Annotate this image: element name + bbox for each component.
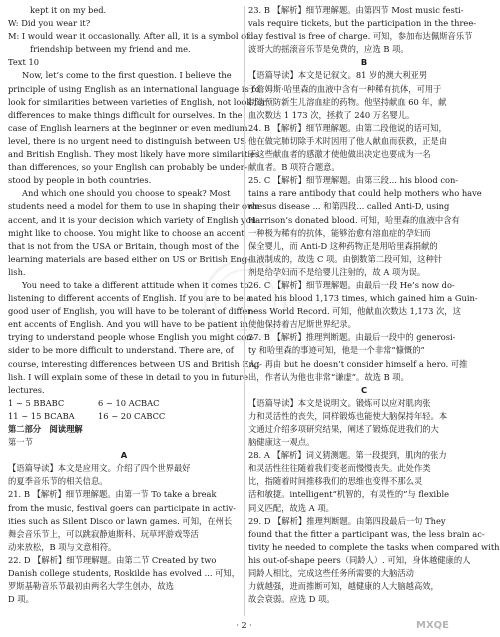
text-line: And which one should you choose to speak? Most [22,188,231,199]
text-line: ty 和哈里森的事迹可知，他是一个非常“慷慨的” [248,345,425,356]
text-line: 同义匹配，故选 A 项。 [248,502,334,513]
text-line: 子詹姆斯·哈里森的血液中含有一种稀有抗体，可用于 [248,83,442,94]
text-line: 23. B 【解析】细节理解题。由第四节 Most music festi- [248,5,464,15]
text-line: lish. I will explain some of these in detail to you in future [8,371,249,382]
text-line: students need a model for them to use in shaping their own [8,201,260,212]
text-line: 他在做完肺切除手术时因用了他人献血而获救，正是由 [248,135,448,146]
text-line: C [360,384,368,395]
text-line: found that the fitter a participant was, the less brain ac- [248,528,485,539]
text-line: vals require tickets, but the participation in the three- [248,18,477,29]
text-line: 动来放松，B 项与文意相符。 [8,541,117,552]
text-line: that is not from the USA or Britain, though most of the [8,240,240,251]
text-line: case of English learners at the beginner or even medium [8,122,248,133]
text-line: 活和敏捷。intelligent“机智的，有灵性的”与 flexible [248,489,450,500]
text-line: Now, let’s come to the first question. I believe the [22,70,232,81]
left-column [8,4,267,606]
text-line: 血液制成的，故选 C 项。由倒数第二段可知，这种针 [248,253,443,264]
text-line: 文通过介绍多项研究结果，阐述了锻炼促进我们的大 [248,424,439,434]
text-line: 使他保持着吉尼斯世界纪录。 [248,319,356,330]
answer-range-1-5: 1 ~ 5 BBABC [8,397,65,408]
text-line: course, interesting differences between US and British Eng- [8,358,262,369]
reading-section-a [8,423,240,606]
text-line: 第二部分 阅读理解 [8,424,83,434]
text-line: Harrison’s donated blood. 可知，哈里森的血液中含有 [248,214,460,225]
text-line: tains a rare antibody that could help mothers who have [248,188,482,199]
text-line: 29. D 【解析】推理判断题。由第四段最后一句 They [248,515,446,526]
text-line: ent accents of English. And you will have to be patient in [8,319,249,330]
text-line: 脑健康这一观点。 [248,437,315,448]
text-line: 27. B 【解析】推理判断题。由最后一段中的 generosi- [248,332,456,343]
text-line: his out-of-shape peers（同龄人）. 可知，身体越健康的人 [248,554,471,565]
text-line: 力就越强，进而推断可知，越健康的人大脑越高效， [248,581,439,592]
text-line: Danish college students, Roskilde has evolved ... 可知， [8,568,241,579]
text-line: 第一节 [8,437,33,448]
text-line: 和灵活性往往随着我们变老而慢慢丧失。此处作类 [248,463,431,474]
answer-range-11-15: 11 ~ 15 BCABA [8,410,75,421]
text-line: 出，作者认为他也非常“谦虚”。故选 B 项。 [248,371,409,382]
text-line: 制造预防新生儿溶血症的药物。他坚持献血 60 年，献 [248,96,447,107]
text-line: tivity he needed to complete the tasks when compared with [248,541,500,552]
text-line: lectures. [8,384,45,395]
answer-key [8,397,240,423]
text-line: 【语篇导读】本文是应用文。介绍了四个世界最好 [8,463,191,474]
answer-row-1 [8,397,240,410]
text-line: 28. A 【解析】词义猜测题。第一段提到，肌肉的张力 [248,450,447,461]
text-line: stood by people in both countries. [8,175,152,186]
text-line: differences to make things difficult for ourselves. In the [8,109,243,120]
text-line: than differences, so your English can probably be under- [8,162,248,173]
text-line: B [360,57,368,68]
column-divider [244,6,245,616]
answer-row-2 [8,410,240,423]
text-line: 剂是给孕妇而不是给婴儿注射的，故 A 项为误。 [248,266,426,277]
text-line: nated his blood 1,173 times, which gained him a Guin- [248,293,478,304]
text-line: 【语篇导读】本文是说明文。锻炼可以应对肌肉张 [248,397,431,408]
text-line: from the music, festival goers can participate in activ- [8,502,236,513]
text-line: 的夏季音乐节的相关信息。 [8,476,108,487]
text-line: D 项。 [8,594,34,605]
answer-range-6-10: 6 ~ 10 ACBAC [98,397,160,408]
text-line: ities such as Silent Disco or lawn games. 可知，在州长 [8,515,233,526]
listening-transcript [8,4,267,397]
text-line: day festival is free of charge. 可知，参加布达佩斯音乐节 [248,31,473,42]
text-line: principle of using English as an international language is to [8,83,260,94]
text-line: 21. B 【解析】细节理解题。由第一节 To take a break [8,489,217,500]
text-line: W: Did you wear it? [8,18,91,29]
text-line: might like to choose. You might like to choose an accent [8,227,245,238]
text-line: accent, and it is your decision which variety of English you [8,214,257,225]
text-line: lish. [8,266,26,277]
text-line: 一种极为稀有的抗体，能够治愈有溶血症的孕妇而 [248,227,431,238]
text-line: sider to be more difficult to understand. There are, of [8,345,234,356]
text-line: look for similarities between varieties of English, not look for [8,96,267,107]
text-line: 力和灵活性的丧失，同样锻炼也能使大脑保持年轻。本 [248,410,448,421]
right-column [248,4,500,606]
text-line: 26. C 【解析】细节理解题。由最后一段 He’s now do- [248,279,455,290]
text-line: 故会衰弱。应选 D 项。 [248,594,335,605]
watermark-logo [414,613,482,635]
text-line: 25. C 【解析】细节理解题。由第三段... his blood con- [248,175,459,186]
text-line: level, there is no urgent need to distinguish between US [8,135,246,146]
text-line: trying to understand people whose English you might con- [8,332,255,343]
text-line: rhesus disease ... 和第四段... called Anti-D, using [248,201,450,212]
text-line: 保全婴儿，而 Anti-D 这种药物正是用哈里森捐献的 [248,240,438,251]
text-line: 同龄人相比，完成这些任务所需要的大脑活动 [248,568,414,579]
text-line: Text 10 [8,57,40,68]
text-line: 人；再由 but he doesn’t consider himself a hero. 可推 [248,358,468,369]
text-line: 献血者。B 项符合题意。 [248,162,340,173]
text-line: 于这些献血者的感激才使他做出决定也要成为一名 [248,149,431,160]
text-line: 比，指随着时间推移我们的思维也变得不那么灵 [248,476,423,487]
text-line: ness World Record. 可知，他献血次数达 1,173 次，这 [248,306,461,317]
text-line: and British English. They most likely have more similarities [8,149,260,160]
page-number: · 2 · [236,621,252,630]
text-line: friendship between my friend and me. [30,44,191,55]
watermark-text: MXQE [416,620,449,631]
text-line: 22. D 【解析】细节理解题。由第二节 Created by two [8,554,217,565]
text-line: 舞会音乐节上，可以跳寂静迪斯科、玩草坪游戏等活 [8,528,199,539]
text-line: learning materials are based either on US or British Eng- [8,253,250,264]
text-line: 罗斯基勒音乐节最初由两名大学生创办，故选 [8,581,174,592]
text-line: kept it on my bed. [30,5,107,15]
text-line: listening to different accents of English. If you are to be a [8,293,252,304]
text-line: A [120,450,128,461]
reading-answers-explanations [248,4,500,606]
text-line: 24. B 【解析】细节理解题。由第二段他说的话可知， [248,122,447,133]
text-line: 血次数达 1 173 次，拯救了 240 万名婴儿。 [248,109,415,120]
answer-range-16-20: 16 ~ 20 CABCC [98,410,166,421]
text-line: 【语篇导读】本文是记叙文。81 岁的澳大利亚男 [248,70,428,81]
text-line: 波哥大的摇滚音乐节是免费的，应选 B 项。 [248,44,409,55]
text-line: You need to take a different attitude when it comes to [22,279,249,290]
text-line: M: I would wear it occasionally. After all, it is a symbol of [8,31,250,42]
text-line: good user of English, you will have to be tolerant of differ- [8,306,255,317]
